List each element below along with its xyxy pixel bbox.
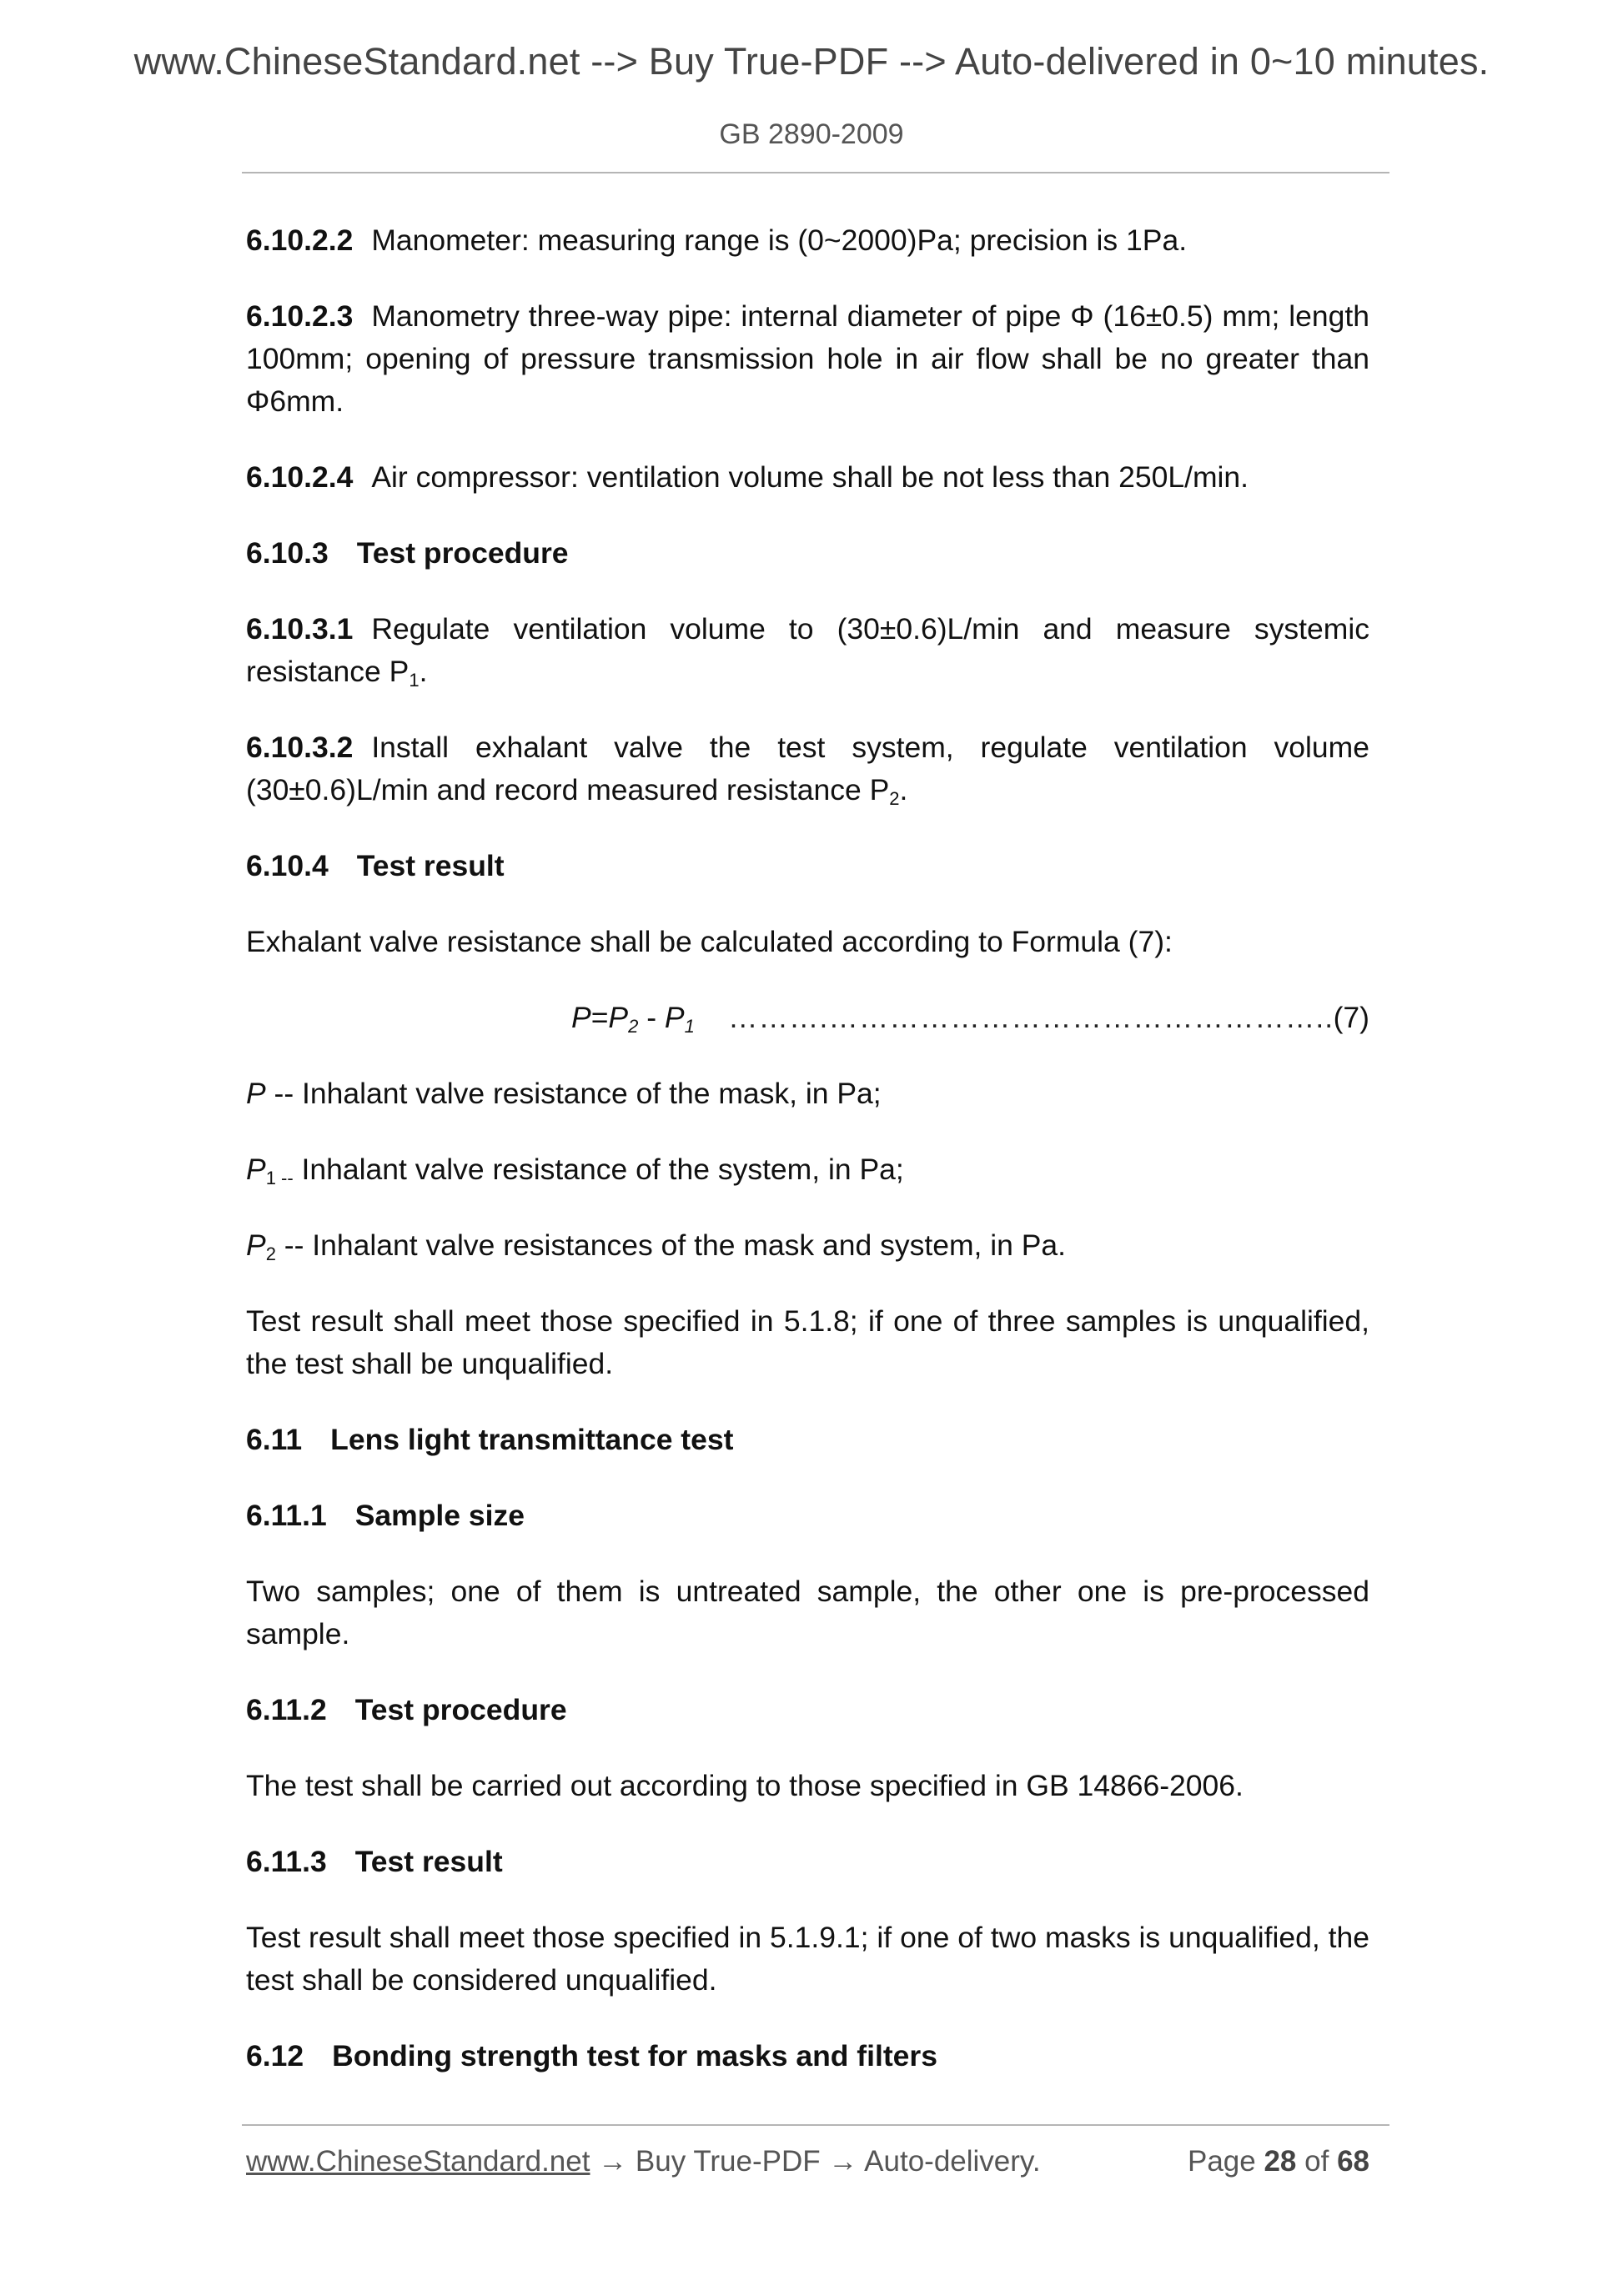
definition-text: -- Inhalant valve resistance of the mask, in Pa; [265,1077,882,1110]
page-counter [1188,2145,1369,2178]
heading-number: 6.11.1 [246,1499,327,1532]
definition-p1 [246,1148,1369,1191]
heading-title: Test result [356,849,505,882]
definition-p [246,1073,1369,1115]
subscript: 1 [684,1016,695,1037]
heading-6-11 [246,1419,1369,1461]
clause-number: 6.10.2.4 [246,460,354,494]
page-number: 28 [1264,2145,1297,2178]
of-word: of [1304,2145,1329,2178]
subscript: 2 [265,1243,276,1264]
formula-intro: Exhalant valve resistance shall be calculated according to Formula (7): [246,925,1173,958]
heading-6-10-3 [246,532,1369,575]
clause-text: Air compressor: ventilation volume shall be not less than 250L/min. [371,460,1249,494]
result-6-10: Test result shall meet those specified in 5.1.8; if one of three samples is unqualified, the test shall be unqualified. [246,1304,1369,1380]
clause-6-11-3-text: Test result shall meet those specified in 5.1.9.1; if one of two masks is unqualified, the test shall be considered unqualified. [246,1921,1369,1997]
formula-equals: = [590,1001,609,1034]
heading-title: Test result [354,1845,503,1878]
clause-6-10-2-2 [246,219,1369,262]
heading-6-11-3 [246,1841,1369,1883]
page-total: 68 [1337,2145,1369,2178]
footer-site-link[interactable]: www.ChineseStandard.net [246,2145,590,2178]
symbol: P [246,1077,266,1110]
footer-tagline: → Buy True-PDF → Auto-delivery. [590,2145,1041,2178]
clause-number: 6.10.2.2 [246,224,354,257]
clause-text: Manometry three-way pipe: internal diameter of pipe Φ (16±0.5) mm; length 100mm; opening of pressure transmission hole in air flow shall be no greater than Φ6mm. [246,299,1369,418]
header-divider [242,172,1389,173]
clause-end: . [419,655,428,688]
clause-number: 6.10.3.2 [246,731,354,764]
clause-6-10-2-3 [246,295,1369,423]
heading-title: Sample size [354,1499,525,1532]
heading-number: 6.10.4 [246,849,329,882]
formula-leader-dots: ……….………………………………………….. [728,1001,1334,1034]
clause-text: Manometer: measuring range is (0~2000)Pa; precision is 1Pa. [371,224,1188,257]
formula-symbol-p2: P [608,1001,629,1034]
heading-number: 6.12 [246,2039,304,2072]
heading-number: 6.11.3 [246,1845,327,1878]
clause-6-11-2-text: The test shall be carried out according to those specified in GB 14866-2006. [246,1769,1244,1802]
heading-number: 6.11 [246,1423,303,1456]
subscript: 1 -- [265,1168,294,1188]
clause-number: 6.10.2.3 [246,299,354,333]
heading-title: Lens light transmittance test [330,1423,734,1456]
definition-text: Inhalant valve resistance of the system, in Pa; [293,1153,904,1186]
formula-minus: - [638,1001,665,1034]
source-banner: www.ChineseStandard.net --> Buy True-PDF --> Auto-delivered in 0~10 minutes. [133,40,1490,83]
heading-number: 6.11.2 [246,1693,327,1726]
clause-end: . [899,773,908,806]
heading-6-11-2 [246,1689,1369,1731]
page-footer [246,2145,1369,2178]
definition-text: -- Inhalant valve resistances of the mask and system, in Pa. [275,1228,1067,1262]
subscript: 1 [409,670,420,691]
heading-title: Test procedure [356,536,569,570]
formula-symbol-p1: P [664,1001,685,1034]
page-body [246,219,1369,2111]
subscript: 2 [628,1016,639,1037]
footer-divider [242,2124,1389,2126]
symbol: P [246,1153,266,1186]
clause-text: Install exhalant valve the test system, regulate ventilation volume (30±0.6)L/min and record measured resistance P [246,731,1369,806]
clause-6-10-2-4 [246,456,1369,499]
formula-number: (7) [1333,1001,1369,1034]
clause-text: Regulate ventilation volume to (30±0.6)L/min and measure systemic resistance P [246,612,1369,688]
heading-6-11-1 [246,1495,1369,1537]
heading-number: 6.10.3 [246,536,329,570]
heading-6-12 [246,2035,1369,2077]
heading-title: Test procedure [354,1693,567,1726]
clause-number: 6.10.3.1 [246,612,354,646]
page-word: Page [1187,2145,1256,2178]
heading-title: Bonding strength test for masks and filters [332,2039,937,2072]
definition-p2 [246,1224,1369,1267]
formula-expression [571,997,695,1039]
subscript: 2 [889,788,900,809]
document-id: GB 2890-2009 [719,118,904,150]
clause-6-10-3-1 [246,608,1369,693]
clause-6-11-1-text: Two samples; one of them is untreated sample, the other one is pre-processed sample. [246,1575,1369,1650]
formula-7 [246,997,1369,1039]
clause-6-10-3-2 [246,726,1369,811]
symbol: P [246,1228,266,1262]
heading-6-10-4 [246,845,1369,887]
formula-symbol-p: P [571,1001,591,1034]
